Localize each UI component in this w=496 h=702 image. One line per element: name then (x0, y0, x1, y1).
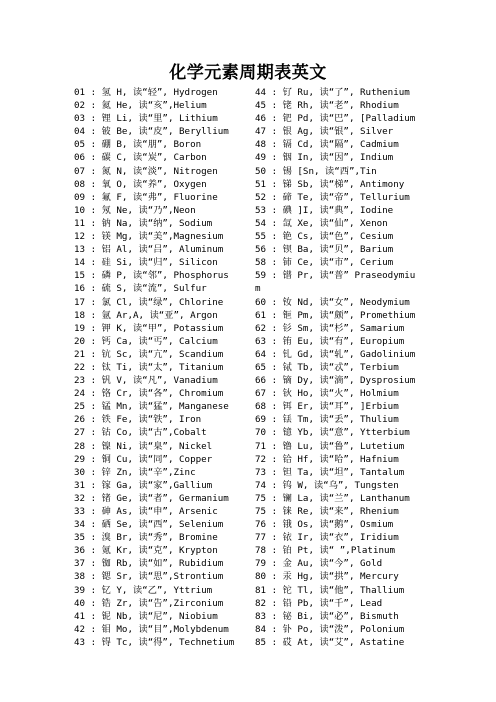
element-entry: 50 : 锡 [Sn, 读“西”,Tin (255, 165, 377, 177)
element-entry: 05 : 硼 B, 读“朋”, Boron (74, 139, 202, 151)
element-entry: 43 : 锝 Tc, 读“得”, Technetium (74, 636, 235, 648)
element-entry: 62 : 钐 Sm, 读“杉”, Samarium (255, 322, 405, 334)
element-entry: 27 : 钴 Co, 读“古”,Cobalt (74, 427, 207, 439)
element-entry: 19 : 钾 K, 读“甲”, Potassium (74, 322, 224, 334)
element-entry: 58 : 铈 Ce, 读“市”, Cerium (255, 257, 394, 269)
element-entry: 69 : 铥 Tm, 读“丢”, Thulium (255, 414, 399, 426)
element-entry: 01 : 氢 H, 读“轻”, Hydrogen (74, 87, 218, 98)
element-entry: 46 : 钯 Pd, 读“巴”, [Palladium (255, 113, 416, 125)
element-entry: 12 : 镁 Mg, 读“美”,Magnesium (74, 231, 224, 243)
element-entry: 60 : 钕 Nd, 读“女”, Neodymium (255, 296, 410, 308)
element-entry: 42 : 钼 Mo, 读“目”,Molybdenum (74, 623, 229, 635)
element-entry: 26 : 铁 Fe, 读“铁”, Iron (74, 414, 202, 426)
element-entry: 30 : 锌 Zn, 读“辛”,Zinc (74, 466, 196, 478)
element-entry: 33 : 砷 As, 读“申”, Arsenic (74, 506, 218, 517)
element-entry: 51 : 锑 Sb, 读“梯”, Antimony (255, 178, 405, 190)
element-entry: 77 : 铱 Ir, 读“衣”, Iridium (255, 532, 399, 544)
element-entry: 37 : 铷 Rb, 读“如”, Rubidium (74, 558, 224, 570)
element-list-right (255, 86, 435, 649)
element-entry: 06 : 碳 C, 读“炭”, Carbon (74, 152, 207, 164)
element-entry: 32 : 锗 Ge, 读“者”, Germanium (74, 492, 229, 504)
element-entry: 45 : 铑 Rh, 读“老”, Rhodium (255, 100, 399, 112)
element-entry: 25 : 锰 Mn, 读“猛”, Manganese (74, 401, 229, 413)
element-entry: 54 : 氙 Xe, 读“仙”, Xenon (255, 217, 388, 229)
element-entry: 56 : 钡 Ba, 读“贝”, Barium (255, 244, 394, 256)
element-entry: 61 : 钷 Pm, 读“颇”, Promethium (255, 309, 416, 321)
element-entry: 15 : 磷 P, 读“邻”, Phosphorus (74, 270, 229, 282)
element-entry: 18 : 氩 Ar,A, 读“亚”, Argon (74, 309, 218, 321)
element-entry: 13 : 铝 Al, 读“吕”, Aluminum (74, 244, 224, 256)
element-entry: 23 : 钒 V, 读“凡”, Vanadium (74, 375, 218, 387)
element-entry: 29 : 铜 Cu, 读“同”, Copper (74, 453, 213, 465)
element-entry: 75 : 镧 La, 读“兰”, Lanthanum (255, 492, 410, 504)
element-entry: 85 : 砹 At, 读“艾”, Astatine (255, 636, 405, 648)
element-entry: 74 : 钨 W, 读“乌”, Tungsten (255, 479, 399, 491)
element-entry: 08 : 氧 O, 读“养”, Oxygen (74, 178, 207, 190)
element-entry: 21 : 钪 Sc, 读“亢”, Scandium (74, 348, 224, 360)
element-entry: 64 : 钆 Gd, 读“轧”, Gadolinium (255, 348, 416, 360)
element-entry: 36 : 氪 Kr, 读“克”, Krypton (74, 545, 218, 557)
element-entry: 39 : 钇 Y, 读“乙”, Yttrium (74, 584, 213, 596)
element-entry: 68 : 铒 Er, 读“耳”, ]Erbium (255, 401, 399, 413)
element-entry: 78 : 铂 Pt, 读“ ”,Platinum (255, 545, 396, 557)
element-entry: 34 : 硒 Se, 读“西”, Selenium (74, 519, 224, 531)
element-entry: 63 : 铕 Eu, 读“有”, Europium (255, 335, 405, 347)
element-entry: 40 : 锆 Zr, 读“告”,Zirconium (74, 597, 224, 609)
element-entry: 09 : 氟 F, 读“弗”, Fluorine (74, 191, 218, 203)
element-entry: 11 : 钠 Na, 读“纳”, Sodium (74, 217, 213, 229)
element-entry: 67 : 钬 Ho, 读“火”, Holmium (255, 388, 399, 400)
element-entry: 66 : 镝 Dy, 读“滴”, Dysprosium (255, 375, 416, 387)
element-entry: 73 : 钽 Ta, 读“坦”, Tantalum (255, 466, 405, 478)
element-entry: 59 : 镨 Pr, 读“普” Praseodymiu (255, 270, 416, 282)
element-entry: 72 : 铪 Hf, 读“哈”, Hafnium (255, 453, 399, 465)
element-entry: 82 : 铅 Pb, 读“千”, Lead (255, 597, 383, 609)
element-entry: 31 : 镓 Ga, 读“家”,Gallium (74, 479, 213, 491)
element-entry: 17 : 氯 Cl, 读“绿”, Chlorine (74, 296, 224, 308)
element-entry: m (255, 283, 261, 295)
element-entry: 10 : 氖 Ne, 读“乃”,Neon (74, 204, 196, 216)
element-entry: 52 : 碲 Te, 读“帝”, Tellurium (255, 191, 410, 203)
element-entry: 35 : 溴 Br, 读“秀”, Bromine (74, 532, 218, 544)
element-entry: 49 : 铟 In, 读“因”, Indium (255, 152, 394, 164)
element-entry: 83 : 铋 Bi, 读“必”, Bismuth (255, 610, 399, 622)
element-entry: 65 : 铽 Tb, 读“忒”, Terbium (255, 361, 399, 373)
element-entry: 03 : 锂 Li, 读“里”, Lithium (74, 113, 218, 125)
element-entry: 80 : 汞 Hg, 读“拱”, Mercury (255, 571, 399, 583)
element-entry: 07 : 氮 N, 读“淡”, Nitrogen (74, 165, 218, 177)
element-entry: 41 : 铌 Nb, 读“尼”, Niobium (74, 610, 218, 622)
element-entry: 70 : 镱 Yb, 读“意”, Ytterbium (255, 427, 410, 439)
element-entry: 20 : 钙 Ca, 读“丐”, Calcium (74, 335, 218, 347)
element-entry: 38 : 锶 Sr, 读“思”,Strontium (74, 571, 224, 583)
element-entry: 47 : 银 Ag, 读“银”, Silver (255, 126, 394, 138)
element-list-left (74, 86, 252, 649)
element-entry: 71 : 镥 Lu, 读“鲁”, Lutetium (255, 440, 405, 452)
element-entry: 76 : 锇 Os, 读“鹅”, Osmium (255, 519, 394, 531)
element-entry: 55 : 铯 Cs, 读“色”, Cesium (255, 231, 394, 243)
element-entry: 84 : 钋 Po, 读“泼”, Polonium (255, 623, 405, 635)
element-entry: 02 : 氦 He, 读“亥”,Helium (74, 100, 207, 112)
element-entry: 14 : 硅 Si, 读“归”, Silicon (74, 257, 218, 269)
element-entry: 48 : 镉 Cd, 读“隔”, Cadmium (255, 139, 399, 151)
element-entry: 24 : 铬 Cr, 读“各”, Chromium (74, 388, 224, 400)
element-entry: 53 : 碘 ]I, 读“典”, Iodine (255, 204, 394, 216)
element-entry: 22 : 钛 Ti, 读“太”, Titanium (74, 361, 224, 373)
element-entry: 44 : 钌 Ru, 读“了”, Ruthenium (255, 87, 410, 98)
element-entry: 04 : 铍 Be, 读“皮”, Beryllium (74, 126, 229, 138)
page-title: 化学元素周期表英文 (169, 63, 327, 83)
element-entry: 79 : 金 Au, 读“今”, Gold (255, 558, 383, 570)
element-entry: 75 : 铼 Re, 读“来”, Rhenium (255, 506, 399, 517)
element-entry: 16 : 硫 S, 读“流”, Sulfur (74, 283, 207, 295)
element-entry: 81 : 铊 Tl, 读“他”, Thallium (255, 584, 405, 596)
element-entry: 28 : 镍 Ni, 读“臬”, Nickel (74, 440, 213, 452)
